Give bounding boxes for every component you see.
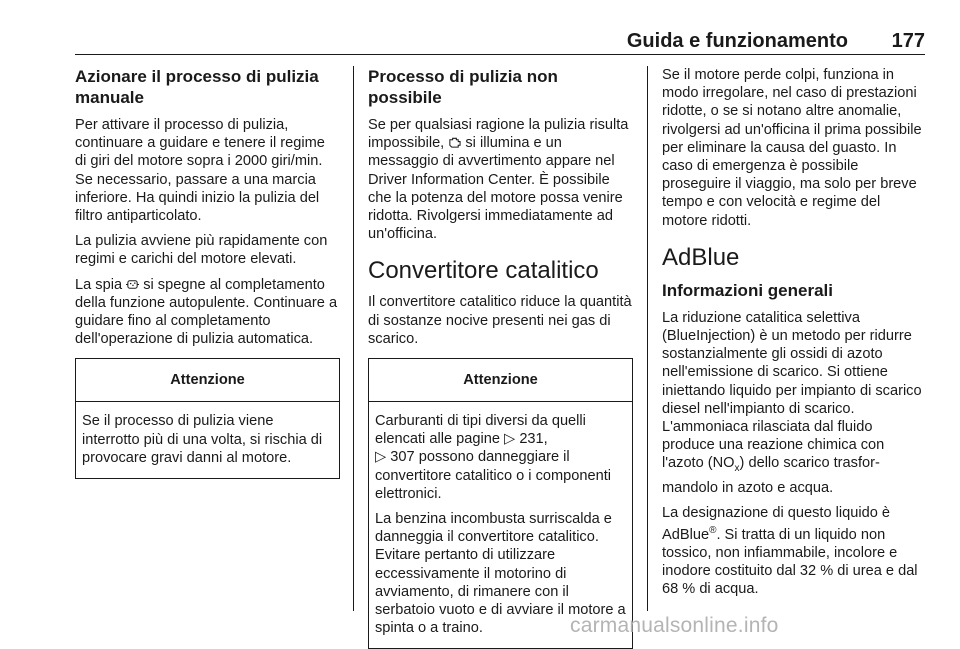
page-reference-arrow-icon: ▷	[375, 449, 387, 466]
adblue-p1-b: ) dello scarico trasformandolo in azoto e acqua.	[662, 455, 880, 496]
w2-text-a: Carburanti di tipi diversi da quelli elencati alle pagine	[375, 413, 586, 448]
w2-text-b: possono danneggiare il convertitore catalitico o i componenti elettronici.	[375, 449, 612, 502]
p3-text-after: si spegne al completamento della funzione autopulente. Continuare a guidare fino al completamento dell'operazione di pulizia automatica.	[75, 276, 338, 348]
warning-box-1-title: Attenzione	[76, 359, 339, 402]
page-reference-1[interactable]: 231,	[519, 431, 548, 448]
adblue-paragraph-2	[662, 504, 927, 599]
warning-box-2-title: Attenzione	[369, 359, 632, 402]
watermark: carmanualsonline.info	[570, 614, 779, 637]
adblue-paragraph-1	[662, 309, 927, 497]
page-reference-2[interactable]: 307	[390, 449, 415, 466]
warning-box-2-paragraph-1	[375, 412, 626, 503]
adblue-p2-b: . Si tratta di un liquido non tossico, non infiammabile, incolore e inodore costituito dal 32 % di urea e dal 68 % di acqua.	[662, 526, 918, 598]
page-reference-arrow-icon: ▷	[504, 431, 516, 448]
adblue-title: AdBlue	[662, 243, 740, 271]
p1-text-before: Se per qualsiasi ragione la pulizia risulta impossibile,	[368, 117, 629, 152]
warning-box-1-body	[76, 402, 339, 478]
catalytic-converter-paragraph: Il convertitore catalitico riduce la quantità di sostanze nocive presenti nei gas di scarico.	[368, 294, 632, 347]
manual-cleaning-paragraph-3	[75, 276, 340, 349]
column-3	[662, 66, 927, 606]
warning-box-2-paragraph-2: La benzina incombusta surriscalda e danneggia il convertitore catalitico. Evitare pertanto di utilizzare eccessivamente il motorino di avviamento, di rimanere con il serbatoio vuoto e di avviare il motore a spinta o a traino.	[375, 511, 626, 637]
warning-box-1	[75, 358, 340, 479]
warning-box-1-text: Se il processo di pulizia viene interrotto più di una volta, si rischia di provocare gravi danni al motore.	[82, 413, 323, 466]
engine-misfire-paragraph: Se il motore perde colpi, funziona in modo irregolare, nel caso di prestazioni ridotte, o se si notano altre anomalie, rivolgersi ad un'officina il prima possibile per eliminare la causa del guasto. In caso di emergenza è possibile proseguire il viaggio, ma solo per breve tempo e con velocità e regime del motore ridotti.	[662, 67, 922, 229]
catalytic-converter-title: Convertitore catalitico	[368, 257, 599, 285]
column-1	[75, 66, 340, 479]
warning-box-2	[368, 358, 633, 649]
header-title: Guida e funzionamento	[626, 30, 848, 52]
registered-mark: ®	[709, 524, 717, 536]
cleaning-not-possible-paragraph	[368, 116, 633, 243]
manual-cleaning-paragraph-1: Per attivare il processo di pulizia, continuare a guidare e tenere il regime di giri del motore sopra i 2000 giri/min. Se necessario, passare a una marcia inferiore. Ha quindi inizio la pulizia del filtro antiparticolato.	[75, 117, 325, 225]
nox-subscript: x	[734, 463, 740, 475]
engine-malfunction-icon	[448, 136, 461, 149]
header-rule	[75, 54, 925, 55]
manual-cleaning-heading: Azionare il processo di pulizia manuale	[75, 67, 319, 107]
manual-cleaning-paragraph-2: La pulizia avviene più rapidamente con regimi e carichi del motore elevati.	[75, 233, 328, 268]
warning-box-2-body	[369, 402, 632, 648]
column-divider-1	[353, 66, 354, 611]
adblue-p2-a: La designazione di questo liquido è AdBlue	[662, 504, 890, 543]
cleaning-not-possible-heading: Processo di pulizia non possibile	[368, 67, 558, 107]
page-number: 177	[891, 30, 925, 52]
p3-text-before: La spia	[75, 276, 123, 293]
p1-text-after: si illumina e un messaggio di avvertimento appare nel Driver Information Center. È possibile che la potenza del motore possa venire ridotta. Rivolgersi immediatamente ad un'officina.	[368, 135, 623, 243]
general-info-heading: Informazioni generali	[662, 280, 833, 300]
adblue-p1-a: La riduzione catalitica selettiva (BlueInjection) è un metodo per ridurre sostanzialmente gli ossidi di azoto nell'emissione di scarico. Si ottiene iniettando liquido per impianto di scarico diesel nell'impianto di scarico. L'ammoniaca rilasciata dal fluido produce una reazione chimica con l'azoto (NO	[662, 309, 922, 472]
particle-filter-warning-icon	[126, 278, 139, 291]
column-divider-2	[647, 66, 648, 611]
column-2	[368, 66, 633, 649]
